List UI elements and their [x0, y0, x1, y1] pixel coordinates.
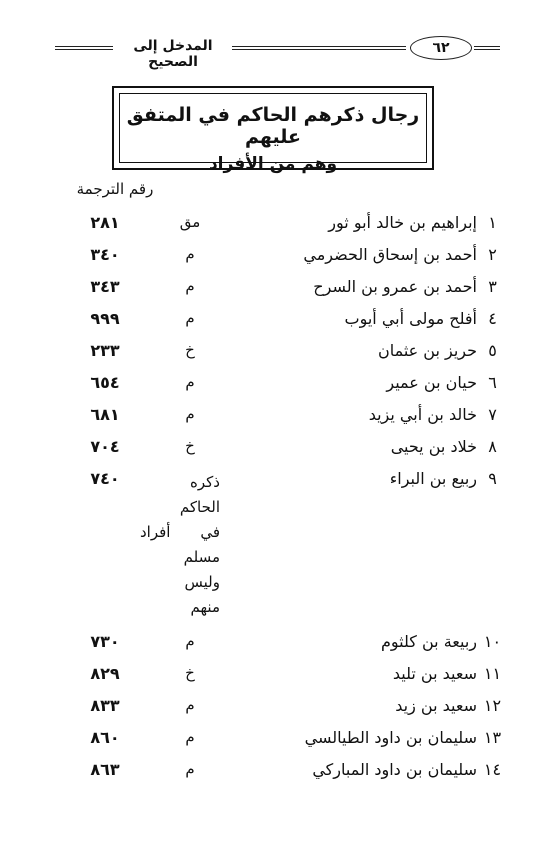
- entry-translation-number: ٦٨١: [90, 405, 120, 424]
- note-line: في أفراد: [140, 523, 220, 541]
- entry-code: م: [185, 277, 195, 295]
- note-line: منهم: [190, 598, 220, 616]
- entry-code: م: [185, 728, 195, 746]
- list-item: [0, 437, 557, 463]
- entry-name: أفلح مولى أبي أيوب: [344, 309, 477, 328]
- entry-translation-number: ٧٣٠: [90, 632, 120, 651]
- entry-number: ١٢: [483, 696, 502, 715]
- entry-number: ٧: [488, 405, 497, 424]
- entry-translation-number: ٨٦٠: [90, 728, 120, 747]
- entry-number: ٤: [488, 309, 497, 328]
- list-item: [0, 213, 557, 239]
- entry-name: سعيد بن تليد: [392, 664, 477, 683]
- header-rule-middle: [232, 46, 406, 50]
- entry-translation-number: ٧٤٠: [90, 469, 120, 488]
- entry-translation-number: ٧٠٤: [90, 437, 120, 456]
- entry-name: ربيعة بن كلثوم: [380, 632, 477, 651]
- list-item: [0, 760, 557, 786]
- entry-translation-number: ٣٤٠: [90, 245, 120, 264]
- list-item: [0, 664, 557, 690]
- entry-name: إبراهيم بن خالد أبو ثور: [328, 213, 477, 232]
- list-item: [0, 341, 557, 367]
- page-header: [0, 38, 557, 70]
- entry-translation-number: ٩٩٩: [90, 309, 120, 328]
- entry-translation-number: ٨٦٣: [90, 760, 120, 779]
- header-rule-left: [55, 46, 113, 50]
- entry-translation-number: ٢٨١: [90, 213, 120, 232]
- entry-name: سعيد بن زيد: [395, 696, 477, 715]
- entry-name: سليمان بن داود المباركي: [312, 760, 477, 779]
- entry-name: حيان بن عمير: [386, 373, 477, 392]
- running-title: المدخل إلى الصحيح: [133, 38, 213, 70]
- entry-number: ١٣: [483, 728, 502, 747]
- column-label: رقم الترجمة: [76, 180, 154, 198]
- entry-number: ٣: [488, 277, 497, 296]
- entry-number: ٦: [488, 373, 497, 392]
- entry-code: م: [185, 373, 195, 391]
- entry-translation-number: ٨٢٩: [90, 664, 120, 683]
- entry-code: م: [185, 696, 195, 714]
- note-line: وليس: [184, 573, 220, 591]
- list-item: [0, 245, 557, 271]
- entry-number: ٩: [488, 469, 497, 488]
- note-line: مسلم: [183, 548, 220, 566]
- entry-number: ١١: [483, 664, 502, 683]
- section-title-line1: رجال ذكرهم الحاكم في المتفق عليهم: [126, 104, 420, 148]
- list-item: [0, 309, 557, 335]
- entry-number: ٥: [488, 341, 497, 360]
- entry-translation-number: ٣٤٣: [90, 277, 120, 296]
- entry-number: ١٠: [483, 632, 502, 651]
- section-title-box: [112, 86, 434, 174]
- entry-translation-number: ٨٣٣: [90, 696, 120, 715]
- list-item: [0, 728, 557, 754]
- entry-name: ربيع بن البراء: [389, 469, 477, 488]
- entry-number: ١٤: [483, 760, 502, 779]
- entry-translation-number: ٢٣٣: [90, 341, 120, 360]
- entry-code: م: [185, 309, 195, 327]
- entry-code: م: [185, 245, 195, 263]
- list-item: [0, 277, 557, 303]
- entry-code: خ: [185, 664, 195, 682]
- list-item: [0, 632, 557, 658]
- entry-name: سليمان بن داود الطيالسي: [304, 728, 477, 747]
- list-item: [0, 373, 557, 399]
- entry-number: ٨: [488, 437, 497, 456]
- entry-code: م: [185, 760, 195, 778]
- note-line: الحاكم: [179, 498, 220, 516]
- page-number: ٦٢: [410, 36, 472, 60]
- entry-code: مق: [179, 213, 201, 231]
- entry-name: خالد بن أبي يزيد: [368, 405, 477, 424]
- list-item: [0, 469, 557, 495]
- note-line: ذكره: [190, 473, 220, 491]
- entry-translation-number: ٦٥٤: [90, 373, 120, 392]
- list-item: [0, 696, 557, 722]
- entry-name: أحمد بن عمرو بن السرح: [313, 277, 477, 296]
- section-title-inner: [119, 93, 427, 174]
- entry-name: حريز بن عثمان: [377, 341, 477, 360]
- entry-name: أحمد بن إسحاق الحضرمي: [303, 245, 477, 264]
- entry-code: خ: [185, 341, 195, 359]
- entry-number: ٢: [488, 245, 497, 264]
- entry-code: م: [185, 632, 195, 650]
- entry-name: خلاد بن يحيى: [390, 437, 477, 456]
- entry-code: خ: [185, 437, 195, 455]
- entry-code: م: [185, 405, 195, 423]
- list-item: [0, 405, 557, 431]
- section-title-line2: وهم من الأفراد: [208, 154, 338, 174]
- entry-number: ١: [488, 213, 497, 232]
- header-rule-right: [474, 46, 500, 50]
- entry-note: [140, 470, 220, 620]
